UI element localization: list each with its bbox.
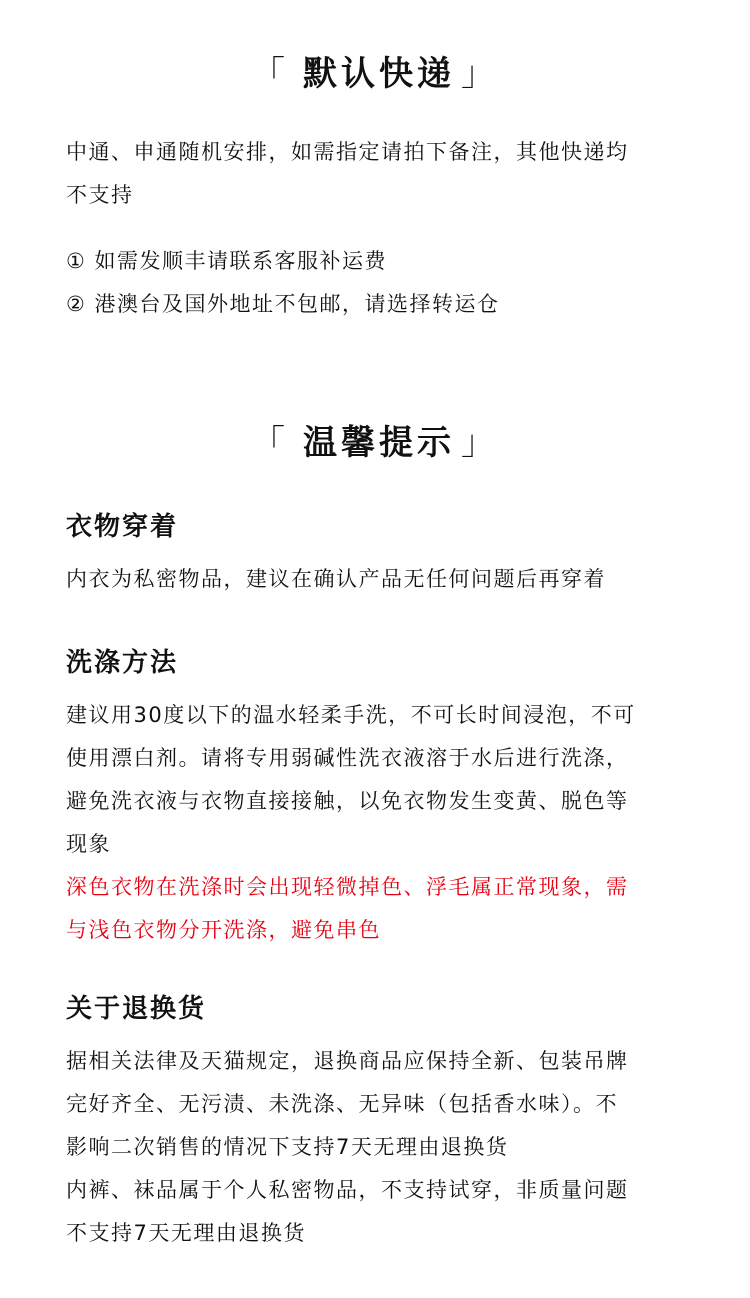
returns-line-4: 内裤、袜品属于个人私密物品，不支持试穿，非质量问题 — [66, 1178, 629, 1202]
express-intro-line-2: 不支持 — [66, 183, 134, 207]
express-intro — [66, 131, 696, 217]
washing-warning-line-1: 深色衣物在洗涤时会出现轻微掉色、浮毛属正常现象，需 — [66, 875, 629, 899]
washing-line-1: 建议用30度以下的温水轻柔手洗，不可长时间浸泡，不可 — [66, 703, 636, 727]
returns-heading: 关于退换货 — [66, 994, 207, 1024]
wearing-text — [66, 558, 696, 601]
washing-warning-line-2: 与浅色衣物分开洗涤，避免串色 — [66, 918, 381, 942]
express-note-overseas: ② 港澳台及国外地址不包邮，请选择转运仓 — [66, 292, 500, 316]
wearing-heading: 衣物穿着 — [66, 512, 179, 542]
express-note-sf: ① 如需发顺丰请联系客服补运费 — [66, 249, 388, 273]
tips-title-text: 温馨提示 — [303, 423, 455, 463]
title-bracket-close: 」 — [461, 423, 499, 463]
express-intro-line-1: 中通、申通随机安排，如需指定请拍下备注，其他快递均 — [66, 140, 629, 164]
express-section-title — [0, 52, 750, 96]
returns-line-5: 不支持7天无理由退换货 — [66, 1221, 306, 1245]
washing-line-2: 使用漂白剂。请将专用弱碱性洗衣液溶于水后进行洗涤， — [66, 746, 629, 770]
tips-section-title — [0, 421, 750, 465]
title-bracket-open: 「 — [251, 54, 289, 94]
washing-line-4: 现象 — [66, 832, 111, 856]
returns-line-2: 完好齐全、无污渍、未洗涤、无异味（包括香水味）。不 — [66, 1092, 618, 1116]
washing-line-3: 避免洗衣液与衣物直接接触，以免衣物发生变黄、脱色等 — [66, 789, 629, 813]
express-title-text: 默认快递 — [303, 54, 455, 94]
washing-heading: 洗涤方法 — [66, 648, 179, 678]
title-bracket-open: 「 — [251, 423, 289, 463]
washing-text — [66, 694, 696, 952]
returns-line-3: 影响二次销售的情况下支持7天无理由退换货 — [66, 1135, 509, 1159]
title-bracket-close: 」 — [461, 54, 499, 94]
wearing-line-1: 内衣为私密物品，建议在确认产品无任何问题后再穿着 — [66, 567, 606, 591]
returns-text — [66, 1040, 696, 1255]
express-notes — [66, 240, 696, 326]
returns-line-1: 据相关法律及天猫规定，退换商品应保持全新、包装吊牌 — [66, 1049, 629, 1073]
